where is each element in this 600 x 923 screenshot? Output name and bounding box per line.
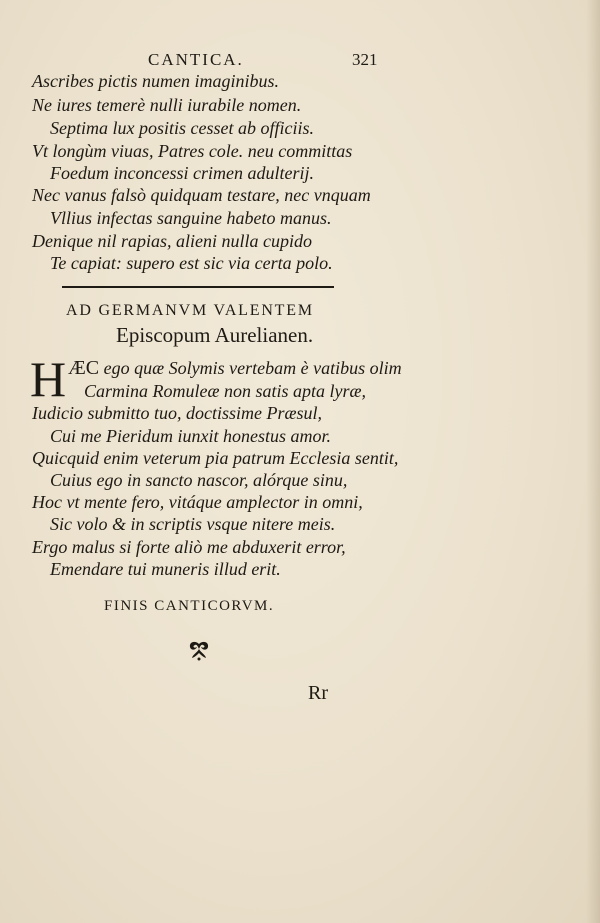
poem-first-line xyxy=(68,357,402,379)
poem-title: AD GERMANVM VALENTEM xyxy=(66,302,314,319)
poem-line: Carmina Romuleæ non satis apta lyræ, xyxy=(84,381,367,401)
verse-line: Ne iures temerè nulli iurabile nomen. xyxy=(32,95,302,115)
poem-line: Sic volo & in scriptis vsque nitere meis. xyxy=(50,514,336,534)
poem-line: Iudicio submitto tuo, doctissime Præsul, xyxy=(32,403,322,423)
page-number: 321 xyxy=(352,50,378,69)
verse-line: Nec vanus falsò quidquam testare, nec vnquam xyxy=(32,185,371,205)
verse-line: Vllius infectas sanguine habeto manus. xyxy=(50,208,332,228)
catchword: Rr xyxy=(308,682,328,704)
poem-line: Hoc vt mente fero, vitáque amplector in omni, xyxy=(32,492,363,512)
first-line-rest: ego quæ Solymis vertebam è vatibus olim xyxy=(103,358,402,378)
section-rule xyxy=(62,286,334,288)
initial-capital: H xyxy=(30,351,67,407)
verse-line: Denique nil rapias, alieni nulla cupido xyxy=(32,231,312,251)
poem-line: Emendare tui muneris illud erit. xyxy=(50,559,281,579)
page-edge-shadow xyxy=(586,0,600,923)
verse-line: Te capiat: supero est sic via certa polo. xyxy=(50,253,333,273)
poem-line: Ergo malus si forte aliò me abduxerit error, xyxy=(32,537,346,557)
poem-line: Cui me Pieridum iunxit honestus amor. xyxy=(50,426,331,446)
first-word-caps: ÆC xyxy=(68,357,100,379)
poem-subtitle: Episcopum Aurelianen. xyxy=(116,323,314,347)
verse-line: Ascribes pictis numen imaginibus. xyxy=(32,71,279,91)
verse-line: Vt longùm viuas, Patres cole. neu committas xyxy=(32,141,353,161)
running-head: CANTICA. xyxy=(148,50,244,69)
poem-line: Quicquid enim veterum pia patrum Ecclesia sentit, xyxy=(32,448,399,468)
finis-line: FINIS CANTICORVM. xyxy=(104,598,275,614)
verse-line: Foedum inconcessi crimen adulterij. xyxy=(50,163,314,183)
verse-line: Septima lux positis cesset ab officiis. xyxy=(50,118,314,138)
poem-line: Cuius ego in sancto nascor, alórque sinu, xyxy=(50,470,348,490)
fleuron-icon xyxy=(186,640,212,668)
